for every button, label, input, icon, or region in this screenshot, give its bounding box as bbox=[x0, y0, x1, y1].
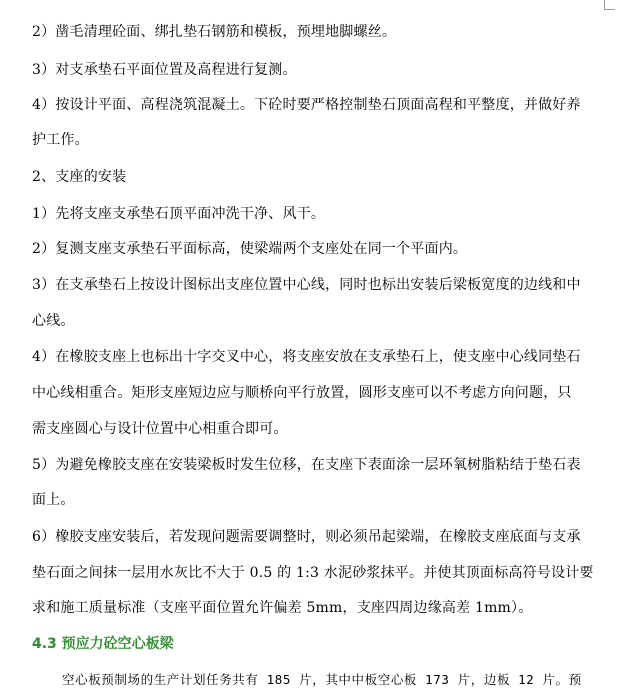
paragraph-line: 5）为避免橡胶支座在安装梁板时发生位移，在支座下表面涂一层环氧树脂粘结于垫石表 bbox=[32, 457, 581, 473]
paragraph-line: 3）在支承垫石上按设计图标出支座位置中心线，同时也标出安装后梁板宽度的边线和中 bbox=[32, 277, 581, 293]
paragraph-line: 4）按设计平面、高程浇筑混凝土。下砼时要严格控制垫石顶面高程和平整度，并做好养 bbox=[32, 97, 581, 113]
paragraph-line: 2）复测支座支承垫石平面标高，使梁端两个支座处在同一个平面内。 bbox=[32, 241, 468, 257]
paragraph-line: 6）橡胶支座安装后，若发现问题需要调整时，则必须吊起梁端，在橡胶支座底面与支承 bbox=[32, 529, 581, 545]
paragraph-line: 心线。 bbox=[32, 313, 75, 329]
paragraph-line: 需支座圆心与设计位置中心相重合即可。 bbox=[32, 421, 288, 437]
paragraph-line: 求和施工质量标准（支座平面位置允许偏差 5mm，支座四周边缘高差 1mm）。 bbox=[32, 600, 533, 616]
paragraph-line: 中心线相重合。矩形支座短边应与顺桥向平行放置，圆形支座可以不考虑方向问题，只 bbox=[32, 385, 572, 401]
subsection-title: 2、支座的安装 bbox=[32, 169, 127, 185]
paragraph-line: 面上。 bbox=[32, 492, 75, 508]
page-corner-mark bbox=[604, 0, 615, 10]
paragraph-line: 2）凿毛清理砼面、绑扎垫石钢筋和模板，预埋地脚螺丝。 bbox=[32, 24, 397, 40]
paragraph-line: 护工作。 bbox=[32, 132, 89, 148]
paragraph-line: 垫石面之间抹一层用水灰比不大于 0.5 的 1:3 水泥砂浆抹平。并使其顶面标高符号设计要 bbox=[32, 565, 594, 581]
paragraph-line: 3）对支承垫石平面位置及高程进行复测。 bbox=[32, 62, 297, 78]
paragraph-line: 1）先将支座支承垫石顶平面冲洗干净、风干。 bbox=[32, 206, 326, 222]
section-heading: 4.3 预应力砼空心板梁 bbox=[32, 636, 174, 652]
paragraph-line: 空心板预制场的生产计划任务共有 185 片，其中中板空心板 173 片，边板 12 片。预 bbox=[62, 672, 582, 687]
paragraph-line: 4）在橡胶支座上也标出十字交叉中心，将支座安放在支承垫石上，使支座中心线同垫石 bbox=[32, 349, 581, 365]
